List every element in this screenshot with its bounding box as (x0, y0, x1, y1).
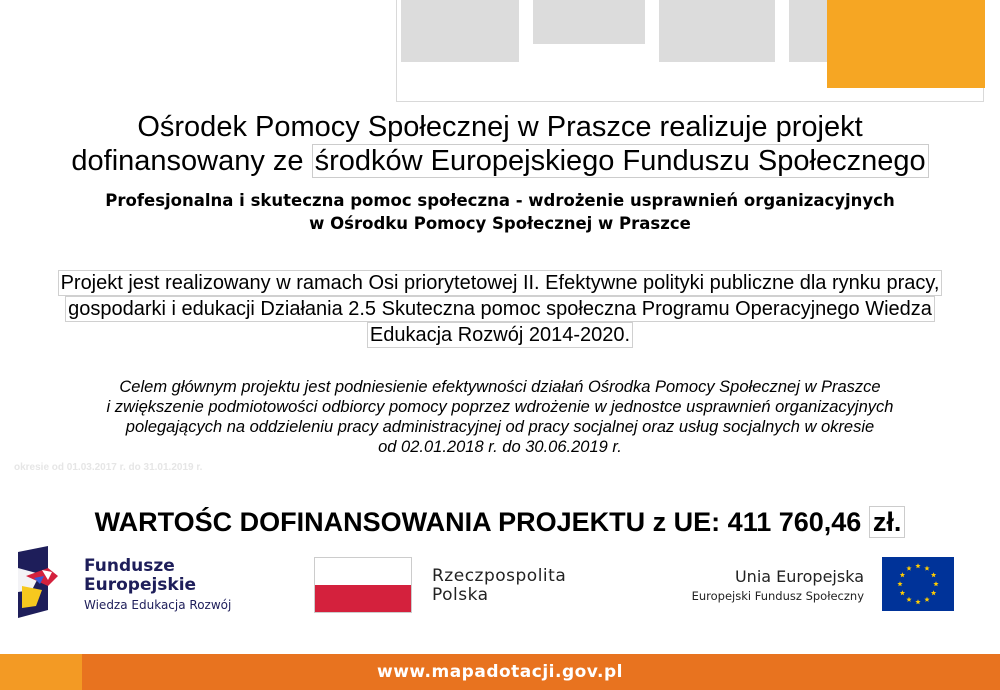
project-goal (0, 377, 1000, 457)
gray-block (401, 0, 519, 62)
gray-block (533, 0, 645, 44)
fe-line3: Wiedza Edukacja Rozwój (84, 598, 232, 612)
program-line3 (0, 322, 1000, 348)
program-line1-text: Projekt jest realizowany w ramach Osi priorytetowej II. Efektywne polityki publiczne dla rynku pracy, (58, 270, 943, 296)
program-line1 (0, 270, 1000, 296)
unia-europejska-text (640, 567, 864, 605)
page-title-line1: Ośrodek Pomocy Społecznej w Praszce realizuje projekt (137, 111, 863, 143)
project-name-line1: Profesjonalna i skuteczna pomoc społeczna - wdrożenie usprawnień organizacyjnych (105, 191, 895, 210)
title-part: dofinansowany ze (71, 145, 312, 177)
footer-bar (0, 654, 1000, 690)
goal-line2: i zwiększenie podmiotowości odbiorcy pomocy poprzez wdrożenie w jednostce usprawnień organizacyjnych (106, 398, 894, 416)
program-line2-text: gospodarki i edukacji Działania 2.5 Skuteczna pomoc społeczna Programu Operacyjnego Wiedza (65, 296, 935, 322)
fundusze-europejskie-logo-icon (18, 546, 66, 618)
program-description (0, 270, 1000, 348)
fe-line2: Europejskie (84, 575, 197, 595)
project-name (0, 189, 1000, 235)
title-part-boxed: środków Europejskiego Funduszu Społecznego (312, 144, 929, 178)
polish-flag-icon (314, 557, 412, 613)
program-line3-text: Edukacja Rozwój 2014-2020. (367, 322, 633, 348)
page-title-line2 (0, 144, 1000, 178)
pl-line2: Polska (432, 585, 489, 605)
project-name-line2: w Ośrodku Pomocy Społecznej w Praszce (309, 214, 691, 233)
funding-currency: zł. (869, 506, 906, 538)
gray-block (659, 0, 775, 62)
eu-flag-icon (882, 557, 954, 611)
goal-line3: polegających na oddzieleniu pracy administracyjnej od pracy socjalnej oraz usług socjalnych w okresie (125, 418, 875, 436)
goal-line1: Celem głównym projektu jest podniesienie efektywności działań Ośrodka Pomocy Społecznej w Praszce (119, 378, 881, 396)
fe-line1: Fundusze (84, 556, 175, 576)
pl-line1: Rzeczpospolita (432, 566, 567, 586)
goal-line4: od 02.01.2018 r. do 30.06.2019 r. (378, 438, 622, 456)
rzeczpospolita-text (432, 567, 566, 605)
top-decoration (396, 0, 984, 102)
ue-line1: Unia Europejska (734, 567, 864, 586)
fundusze-europejskie-text (84, 557, 231, 614)
program-line2 (0, 296, 1000, 322)
footer-url-link[interactable]: www.mapadotacji.gov.pl (377, 662, 623, 682)
funding-value-text: WARTOŚC DOFINANSOWANIA PROJEKTU z UE: 411 760,46 (94, 507, 869, 537)
orange-block (827, 0, 985, 88)
faint-period-text: okresie od 01.03.2017 r. do 31.01.2019 r. (14, 462, 203, 473)
ue-line2: Europejski Fundusz Społeczny (691, 589, 864, 603)
funding-value (0, 505, 1000, 539)
